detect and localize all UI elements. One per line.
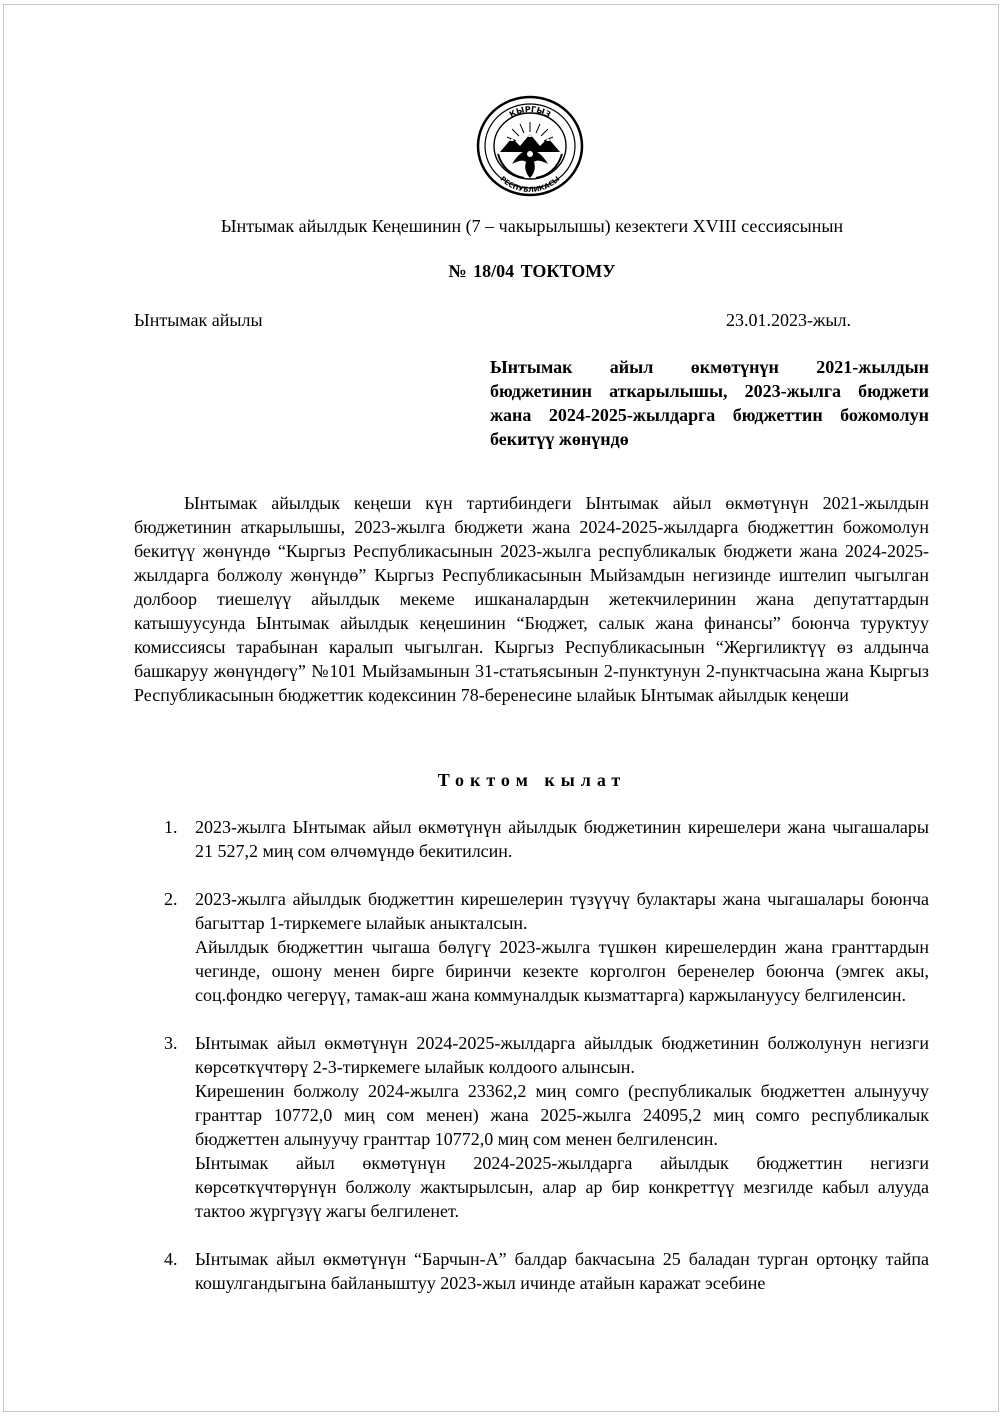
- decide-heading: Токтом кылат: [437, 770, 627, 790]
- emblem-text-bottom: РЕСПУБЛИКАСЫ: [498, 174, 562, 195]
- item-paragraph: Ынтымак айыл өкмөтүнүн 2024-2025-жылдарга айылдык бюджеттин негизги көрсөткүчтөрүнүн болжолу жактырылсын, алар ар бир конкреттүү мезгилде кабыл алууда тактоо жүргүзүү жагы белгиленет.: [195, 1153, 929, 1221]
- item-paragraph: Кирешенин болжолу 2024-жылга 23362,2 миң сомго (республикалык бюджеттен алынуучу гранттар 10772,0 миң сом менен) жана 2025-жылга 24095,2 миң сомго республикалык бюджеттен алынуучу гранттар 10772,0 миң сом менен белгиленсин.: [195, 1081, 929, 1149]
- item-number: 2.: [164, 889, 178, 909]
- item-number: 4.: [164, 1249, 178, 1269]
- item-number: 1.: [164, 817, 178, 837]
- resolution-number: № 18/04 ТОКТОМУ: [448, 261, 616, 281]
- preamble-paragraph: Ынтымак айылдык кеңеши күн тартибиндеги Ынтымак айыл өкмөтүнүн 2021-жылдын бюджетинин аткарылышы, 2023-жылга бюджети жана 2024-2025-жылдарга бюджеттин божомолун бекитүү жөнүндө “Кыргыз Республикасынын 2023-жылга республикалык бюджети жана 2024-2025-жылдарга болжолу жөнүндө” Кыргыз Республикасынын Мыйзамдын негизинде иштелип чыгылган долбоор тиешелүү айылдык мекеме ишканалардын жетекчилеринин жана депутаттардын катышуусунда Ынтымак айылдык кеңешинин “Бюджет, салык жана финансы” боюнча туруктуу комиссиясы тарабынан каралып чыгылган. Кыргыз Республикасынын “Жергиликтүү өз алдынча башкаруу жөнүндөгү” №101 Мыйзамынын 31-статьясынын 2-пунктунун 2-пунктчасына жана Кыргыз Республикасынын бюджеттик кодексинин 78-беренесине ылайык Ынтымак айылдык кеңеши: [134, 493, 929, 705]
- item-paragraph: Ынтымак айыл өкмөтүнүн “Барчын-А” балдар бакчасына 25 баладан турган ортоңку тайпа кошулгандыгына байланыштуу 2023-жыл ичинде атайын каражат эсебине: [195, 1249, 929, 1293]
- resolution-item-2: [134, 887, 929, 1007]
- resolution-date: 23.01.2023-жыл.: [726, 310, 852, 330]
- item-paragraph: Ынтымак айыл өкмөтүнүн 2024-2025-жылдарга айылдык бюджетинин болжолунун негизги көрсөткүчтөрү 2-3-тиркемеге ылайык колдоого алынсын.: [195, 1033, 929, 1077]
- emblem-text-top: КЫРГЫЗ: [507, 104, 553, 120]
- item-paragraph: 2023-жылга Ынтымак айыл өкмөтүнүн айылдык бюджетинин кирешелери жана чыгашалары 21 527,2 миң сом өлчөмүндө бекитилсин.: [195, 817, 929, 861]
- session-title: Ынтымак айылдык Кеңешинин (7 – чакырылышы) кезектеги XVIII сессиясынын: [220, 216, 844, 236]
- item-paragraph: 2023-жылга айылдык бюджеттин кирешелерин түзүүчү булактары жана чыгашалары боюнча багыттар 1-тиркемеге ылайык аныкталсын.: [195, 889, 929, 933]
- item-paragraph: Айылдык бюджеттин чыгаша бөлүгү 2023-жылга түшкөн кирешелердин жана гранттардын чегинде, ошону менен бирге биринчи кезекте корголгон беренелер боюнча (эмгек акы, соц.фондко чегерүү, тамак-аш жана коммуналдык кызматтарга) каржылануусу белгиленсин.: [195, 937, 929, 1005]
- resolution-item-4: [134, 1247, 929, 1295]
- kyrgyz-republic-emblem-icon: [474, 94, 586, 198]
- resolution-subject: Ынтымак айыл өкмөтүнүн 2021-жылдын бюджетинин аткарылышы, 2023-жылга бюджети жана 2024-2025-жылдарга бюджеттин божомолун бекитүү жөнүндө: [490, 357, 929, 449]
- resolution-item-3: [134, 1031, 929, 1223]
- resolution-item-1: [134, 815, 929, 863]
- place-name: Ынтымак айылы: [134, 310, 263, 330]
- item-number: 3.: [164, 1033, 178, 1053]
- resolution-items: [134, 815, 929, 1319]
